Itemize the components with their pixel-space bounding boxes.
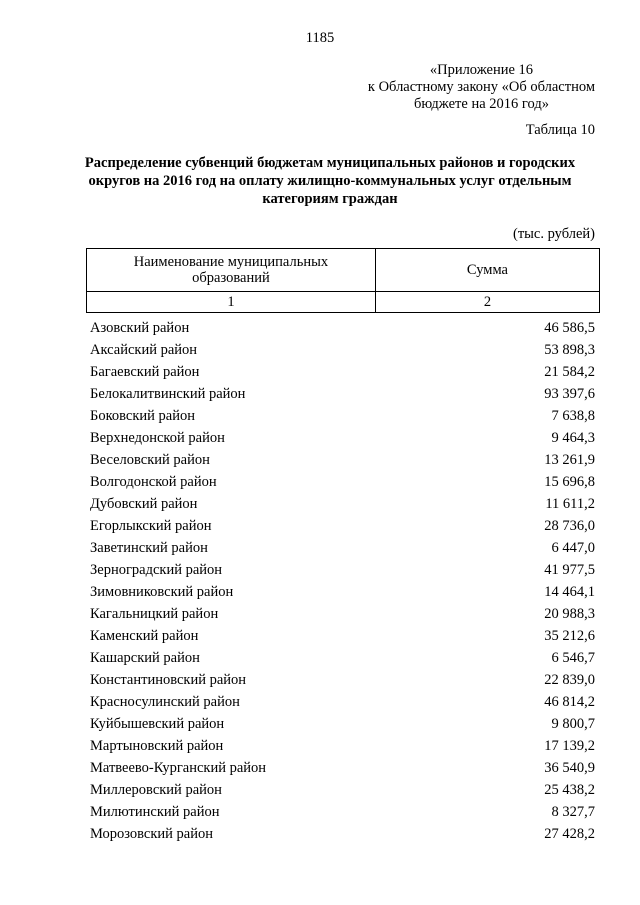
- table-row: [90, 449, 595, 471]
- table-row: [90, 801, 595, 823]
- table-row: [90, 515, 595, 537]
- district-name: Матвеево-Курганский район: [90, 760, 267, 776]
- district-sum: 9 464,3: [551, 430, 595, 446]
- appendix-line-2: к Областному закону «Об областном: [367, 79, 595, 95]
- district-sum: 46 586,5: [544, 320, 595, 336]
- table-row: [90, 493, 595, 515]
- district-name: Куйбышевский район: [90, 716, 225, 732]
- column-number-2: 2: [375, 292, 599, 313]
- table-row: [90, 405, 595, 427]
- district-name: Белокалитвинский район: [90, 386, 246, 402]
- column-number-1: 1: [87, 292, 376, 313]
- appendix-line-3: бюджете на 2016 год»: [413, 96, 549, 112]
- district-sum: 14 464,1: [544, 584, 595, 600]
- district-name: Кашарский район: [90, 650, 200, 666]
- table-row: [90, 339, 595, 361]
- table-header: [86, 248, 600, 313]
- header-cell-name: [87, 249, 376, 292]
- table-row: [90, 383, 595, 405]
- district-sum: 35 212,6: [544, 628, 595, 644]
- district-sum: 20 988,3: [544, 606, 595, 622]
- header-cell-sum: Сумма: [375, 249, 599, 292]
- appendix-line-1: «Приложение 16: [429, 62, 534, 78]
- column-number-row: [87, 292, 600, 313]
- district-sum: 41 977,5: [544, 562, 595, 578]
- district-name: Боковский район: [90, 408, 195, 424]
- district-sum: 11 611,2: [545, 496, 595, 512]
- district-sum: 27 428,2: [544, 826, 595, 842]
- district-name: Верхнедонской район: [90, 430, 225, 446]
- district-sum: 13 261,9: [544, 452, 595, 468]
- district-sum: 53 898,3: [544, 342, 595, 358]
- table-body: [90, 317, 595, 845]
- district-sum: 25 438,2: [544, 782, 595, 798]
- table-row: [90, 361, 595, 383]
- table-row: [90, 823, 595, 845]
- district-sum: 8 327,7: [551, 804, 595, 820]
- table-row: [90, 757, 595, 779]
- district-name: Морозовский район: [90, 826, 214, 842]
- district-sum: 15 696,8: [544, 474, 595, 490]
- district-name: Егорлыкский район: [90, 518, 212, 534]
- district-sum: 6 447,0: [551, 540, 595, 556]
- district-name: Заветинский район: [90, 540, 208, 556]
- district-sum: 22 839,0: [544, 672, 595, 688]
- district-name: Красносулинский район: [90, 694, 240, 710]
- header-row: [87, 249, 600, 292]
- table-row: [90, 471, 595, 493]
- district-sum: 6 546,7: [551, 650, 595, 666]
- header-name-label: Наименование муниципальных образований: [133, 254, 329, 286]
- district-name: Кагальницкий район: [90, 606, 219, 622]
- document-title: Распределение субвенций бюджетам муниципальных районов и городских округов на 2016 год на оплату жилищно-коммунальных услуг отдельным категориям граждан: [84, 155, 576, 207]
- table-row: [90, 669, 595, 691]
- table-label: Таблица 10: [525, 122, 595, 138]
- district-name: Миллеровский район: [90, 782, 222, 798]
- district-name: Азовский район: [90, 320, 190, 336]
- district-name: Константиновский район: [90, 672, 247, 688]
- table-row: [90, 735, 595, 757]
- district-name: Зимовниковский район: [90, 584, 234, 600]
- district-name: Дубовский район: [90, 496, 198, 512]
- table-row: [90, 581, 595, 603]
- district-name: Мартыновский район: [90, 738, 224, 754]
- page-number: 1185: [305, 30, 335, 46]
- table-row: [90, 625, 595, 647]
- district-sum: 46 814,2: [544, 694, 595, 710]
- table-row: [90, 691, 595, 713]
- table-row: [90, 317, 595, 339]
- district-name: Веселовский район: [90, 452, 210, 468]
- district-name: Багаевский район: [90, 364, 200, 380]
- table-row: [90, 713, 595, 735]
- district-sum: 36 540,9: [544, 760, 595, 776]
- district-sum: 9 800,7: [551, 716, 595, 732]
- district-name: Аксайский район: [90, 342, 198, 358]
- table-row: [90, 779, 595, 801]
- district-sum: 7 638,8: [551, 408, 595, 424]
- district-name: Милютинский район: [90, 804, 220, 820]
- appendix-reference: [368, 62, 595, 113]
- district-name: Каменский район: [90, 628, 199, 644]
- table-row: [90, 647, 595, 669]
- table-row: [90, 603, 595, 625]
- table-row: [90, 559, 595, 581]
- district-sum: 93 397,6: [544, 386, 595, 402]
- units-label: (тыс. рублей): [513, 226, 595, 242]
- district-name: Зерноградский район: [90, 562, 223, 578]
- district-sum: 28 736,0: [544, 518, 595, 534]
- table-row: [90, 427, 595, 449]
- table-row: [90, 537, 595, 559]
- district-sum: 21 584,2: [544, 364, 595, 380]
- district-sum: 17 139,2: [544, 738, 595, 754]
- district-name: Волгодонской район: [90, 474, 217, 490]
